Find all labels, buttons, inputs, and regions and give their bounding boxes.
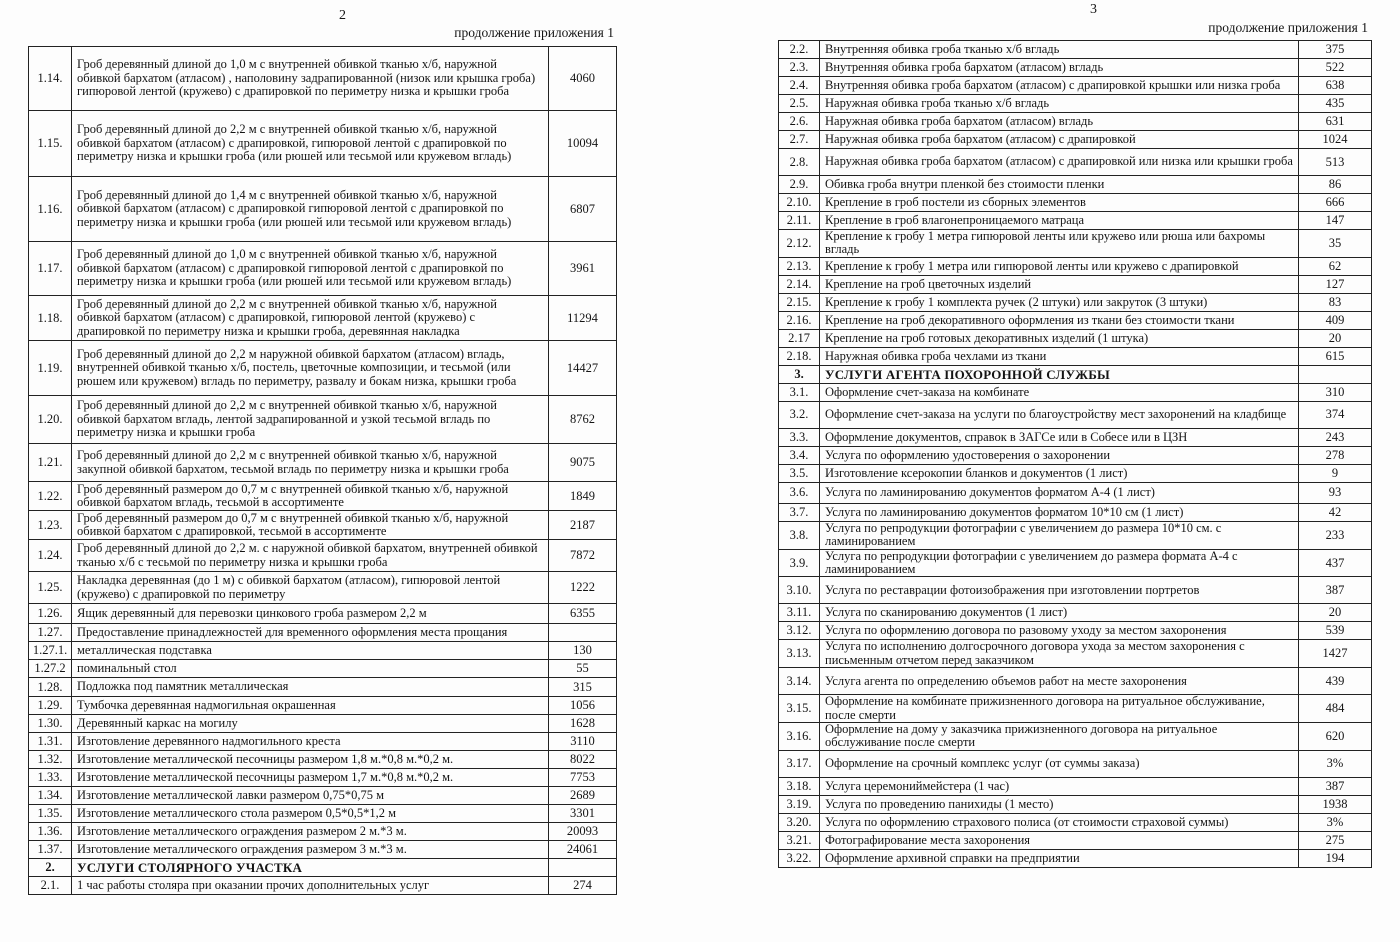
item-price: 387 bbox=[1299, 577, 1372, 604]
item-price: 439 bbox=[1299, 668, 1372, 695]
item-description: 1 час работы столяра при оказании прочих дополнительных услуг bbox=[72, 877, 549, 895]
item-price: 437 bbox=[1299, 549, 1372, 577]
table-row bbox=[29, 177, 617, 242]
table-row bbox=[29, 296, 617, 341]
item-price: 130 bbox=[549, 642, 617, 660]
table-row bbox=[29, 572, 617, 604]
item-number: 3.17. bbox=[779, 750, 820, 777]
item-number: 1.24. bbox=[29, 540, 72, 572]
table-row bbox=[779, 347, 1372, 365]
table-row bbox=[779, 176, 1372, 194]
item-price: 7753 bbox=[549, 769, 617, 787]
item-description: Гроб деревянный длиной до 2,2 м с внутренней обивкой тканью х/б, наружной обивкой бархатом (атласом) с драпировкой, гипюровой лентой (кружево) с драпировкой по периметру низка и крышки гроба, деревянная накладка bbox=[72, 296, 549, 341]
item-price: 484 bbox=[1299, 695, 1372, 723]
item-description: Изготовление металлической песочницы размером 1,7 м.*0,8 м.*0,2 м. bbox=[72, 769, 549, 787]
item-number: 1.21. bbox=[29, 444, 72, 482]
item-description: Гроб деревянный длиной до 2,2 м с внутренней обивкой тканью х/б, наружной обивкой бархатом вгладь, лентой задрапированной и узкой тесьмой вгладь по периметру низка и крышки гроба bbox=[72, 396, 549, 444]
item-price: 243 bbox=[1299, 428, 1372, 446]
table-row bbox=[779, 446, 1372, 464]
page-number: 3 bbox=[1090, 2, 1097, 17]
table-row bbox=[29, 341, 617, 396]
table-row bbox=[779, 549, 1372, 577]
item-description: УСЛУГИ АГЕНТА ПОХОРОННОЙ СЛУЖБЫ bbox=[820, 365, 1299, 383]
item-number: 2.9. bbox=[779, 176, 820, 194]
item-description: металлическая подставка bbox=[72, 642, 549, 660]
item-number: 1.36. bbox=[29, 823, 72, 841]
item-price: 387 bbox=[1299, 777, 1372, 795]
document-page-right bbox=[700, 0, 1400, 942]
item-price: 7872 bbox=[549, 540, 617, 572]
item-description: Внутренняя обивка гроба бархатом (атласом) с драпировкой крышки или низка гроба bbox=[820, 77, 1299, 95]
table-row bbox=[29, 242, 617, 296]
item-description: Услуга по репродукции фотографии с увеличением до размера 10*10 см. с ламинированием bbox=[820, 521, 1299, 549]
item-price: 2689 bbox=[549, 787, 617, 805]
item-number: 1.28. bbox=[29, 678, 72, 697]
item-price: 35 bbox=[1299, 230, 1372, 258]
item-number: 1.31. bbox=[29, 733, 72, 751]
item-description: Крепление к гробу 1 комплекта ручек (2 штуки) или закруток (3 штуки) bbox=[820, 293, 1299, 311]
item-number: 2.5. bbox=[779, 95, 820, 113]
item-description: Услуга церемониймейстера (1 час) bbox=[820, 777, 1299, 795]
table-row bbox=[29, 444, 617, 482]
table-row bbox=[779, 640, 1372, 668]
item-price: 24061 bbox=[549, 841, 617, 859]
item-number: 1.27.2 bbox=[29, 660, 72, 678]
item-description: Изготовление металлического ограждения размером 2 м.*3 м. bbox=[72, 823, 549, 841]
item-description: Крепление к гробу 1 метра или гипюровой ленты или кружево с драпировкой bbox=[820, 257, 1299, 275]
item-number: 1.23. bbox=[29, 511, 72, 540]
item-number: 1.19. bbox=[29, 341, 72, 396]
table-row bbox=[779, 383, 1372, 401]
item-number: 1.27. bbox=[29, 624, 72, 642]
table-row bbox=[29, 660, 617, 678]
item-number: 3.19. bbox=[779, 795, 820, 813]
table-row bbox=[779, 723, 1372, 751]
item-price: 631 bbox=[1299, 113, 1372, 131]
item-price: 55 bbox=[549, 660, 617, 678]
table-row bbox=[779, 329, 1372, 347]
item-description: Услуга по исполнению долгосрочного договора ухода за местом захоронения с письменным отчетом перед заказчиком bbox=[820, 640, 1299, 668]
item-price: 315 bbox=[549, 678, 617, 697]
item-number: 2.7. bbox=[779, 131, 820, 149]
table-row bbox=[779, 795, 1372, 813]
item-price: 6807 bbox=[549, 177, 617, 242]
item-description: Крепление на гроб цветочных изделий bbox=[820, 275, 1299, 293]
table-row bbox=[29, 678, 617, 697]
item-price: 275 bbox=[1299, 831, 1372, 849]
item-number: 3.3. bbox=[779, 428, 820, 446]
item-description: Услуга по ламинированию документов форматом А-4 (1 лист) bbox=[820, 482, 1299, 503]
item-description: Услуга по репродукции фотографии с увеличением до размера формата А-4 с ламинированием bbox=[820, 549, 1299, 577]
item-price bbox=[549, 859, 617, 877]
item-number: 2.10. bbox=[779, 194, 820, 212]
table-row bbox=[779, 113, 1372, 131]
item-description: Оформление на комбинате прижизненного договора на ритуальное обслуживание, после смерти bbox=[820, 695, 1299, 723]
item-price: 3301 bbox=[549, 805, 617, 823]
item-price: 1628 bbox=[549, 715, 617, 733]
table-row bbox=[29, 111, 617, 177]
item-price: 3961 bbox=[549, 242, 617, 296]
item-price: 1849 bbox=[549, 482, 617, 511]
item-description: Изготовление металлического ограждения размером 3 м.*3 м. bbox=[72, 841, 549, 859]
item-description: Внутренняя обивка гроба тканью х/б вгладь bbox=[820, 41, 1299, 59]
table-row bbox=[29, 751, 617, 769]
item-price: 127 bbox=[1299, 275, 1372, 293]
item-description: Гроб деревянный длиной до 1,0 м с внутренней обивкой тканью х/б, наружной обивкой бархатом (атласом) , наполовину задрапированной (низок или крышка гроба) гипюровой лентой (кружево) с драпировкой по периметру низка и крышки гроба bbox=[72, 47, 549, 111]
table-row bbox=[779, 604, 1372, 622]
item-price: 20 bbox=[1299, 329, 1372, 347]
item-description: Изготовление ксерокопии бланков и документов (1 лист) bbox=[820, 464, 1299, 482]
item-price: 409 bbox=[1299, 311, 1372, 329]
item-description: Изготовление металлической песочницы размером 1,8 м.*0,8 м.*0,2 м. bbox=[72, 751, 549, 769]
item-price: 375 bbox=[1299, 41, 1372, 59]
item-number: 3.6. bbox=[779, 482, 820, 503]
table-row bbox=[779, 149, 1372, 176]
item-number: 1.25. bbox=[29, 572, 72, 604]
item-number: 3.11. bbox=[779, 604, 820, 622]
item-description: Гроб деревянный длиной до 1,4 м с внутренней обивкой тканью х/б, наружной обивкой бархатом (атласом) с драпировкой гипюровой лентой с драпировкой по периметру низка и крышки гроба (или рюшей или тесьмой или кружевом вгладь) bbox=[72, 177, 549, 242]
item-number: 1.17. bbox=[29, 242, 72, 296]
item-number: 3.2. bbox=[779, 401, 820, 428]
item-description: Наружная обивка гроба бархатом (атласом) с драпировкой или низка или крышки гроба bbox=[820, 149, 1299, 176]
table-row bbox=[779, 95, 1372, 113]
item-price: 3% bbox=[1299, 813, 1372, 831]
table-row bbox=[779, 293, 1372, 311]
item-description: Внутренняя обивка гроба бархатом (атласом) вгладь bbox=[820, 59, 1299, 77]
item-price: 435 bbox=[1299, 95, 1372, 113]
table-row bbox=[779, 750, 1372, 777]
item-number: 2.2. bbox=[779, 41, 820, 59]
table-row bbox=[779, 59, 1372, 77]
item-price: 1056 bbox=[549, 697, 617, 715]
table-row bbox=[779, 521, 1372, 549]
item-description: Подложка под памятник металлическая bbox=[72, 678, 549, 697]
item-description: Крепление на гроб готовых декоративных изделий (1 штука) bbox=[820, 329, 1299, 347]
item-number: 3.21. bbox=[779, 831, 820, 849]
item-price bbox=[549, 624, 617, 642]
item-description: Изготовление металлической лавки размером 0,75*0,75 м bbox=[72, 787, 549, 805]
item-description: Услуга по проведению панихиды (1 место) bbox=[820, 795, 1299, 813]
item-description: Фотографирование места захоронения bbox=[820, 831, 1299, 849]
item-description: Оформление счет-заказа на услуги по благоустройству мест захоронений на кладбище bbox=[820, 401, 1299, 428]
table-row bbox=[779, 464, 1372, 482]
item-number: 2.13. bbox=[779, 257, 820, 275]
item-price bbox=[1299, 365, 1372, 383]
item-price: 20 bbox=[1299, 604, 1372, 622]
table-row bbox=[29, 604, 617, 624]
item-number: 2.3. bbox=[779, 59, 820, 77]
item-price: 83 bbox=[1299, 293, 1372, 311]
item-number: 3. bbox=[779, 365, 820, 383]
item-description: Оформление архивной справки на предприятии bbox=[820, 849, 1299, 867]
price-table bbox=[28, 46, 617, 895]
item-price: 86 bbox=[1299, 176, 1372, 194]
table-row bbox=[779, 622, 1372, 640]
continuation-note: продолжение приложения 1 bbox=[1208, 20, 1368, 35]
item-number: 1.33. bbox=[29, 769, 72, 787]
item-description: Гроб деревянный длиной до 1,0 м с внутренней обивкой тканью х/б, наружной обивкой бархатом (атласом) с драпировкой гипюровой лентой с драпировкой по периметру низка и крышки гроба (или рюшей или тесьмой или кружевом вгладь) bbox=[72, 242, 549, 296]
item-price: 3110 bbox=[549, 733, 617, 751]
item-number: 2.6. bbox=[779, 113, 820, 131]
item-price: 2187 bbox=[549, 511, 617, 540]
item-description: Оформление документов, справок в ЗАГСе или в Собесе или в ЦЗН bbox=[820, 428, 1299, 446]
item-price: 9 bbox=[1299, 464, 1372, 482]
item-price: 233 bbox=[1299, 521, 1372, 549]
item-number: 1.34. bbox=[29, 787, 72, 805]
item-description: Гроб деревянный размером до 0,7 м с внутренней обивкой тканью х/б, наружной обивкой бархатом вгладь, тесьмой в ассортименте bbox=[72, 482, 549, 511]
item-price: 1427 bbox=[1299, 640, 1372, 668]
table-row bbox=[29, 787, 617, 805]
item-number: 1.18. bbox=[29, 296, 72, 341]
item-price: 8022 bbox=[549, 751, 617, 769]
item-description: Услуга по ламинированию документов форматом 10*10 см (1 лист) bbox=[820, 503, 1299, 521]
table-row bbox=[779, 503, 1372, 521]
item-price: 666 bbox=[1299, 194, 1372, 212]
table-row bbox=[779, 212, 1372, 230]
item-description: Накладка деревянная (до 1 м) с обивкой бархатом (атласом), гипюровой лентой (кружево) с драпировкой по периметру bbox=[72, 572, 549, 604]
item-number: 2.8. bbox=[779, 149, 820, 176]
item-price: 4060 bbox=[549, 47, 617, 111]
item-price: 1024 bbox=[1299, 131, 1372, 149]
continuation-note: продолжение приложения 1 bbox=[454, 25, 614, 40]
item-number: 2.12. bbox=[779, 230, 820, 258]
table-row bbox=[29, 715, 617, 733]
item-number: 2.18. bbox=[779, 347, 820, 365]
table-row bbox=[779, 257, 1372, 275]
table-row bbox=[29, 540, 617, 572]
item-price: 1938 bbox=[1299, 795, 1372, 813]
item-number: 1.15. bbox=[29, 111, 72, 177]
item-description: Оформление на дому у заказчика прижизненного договора на ритуальное обслуживание после смерти bbox=[820, 723, 1299, 751]
item-number: 3.18. bbox=[779, 777, 820, 795]
item-number: 1.27.1. bbox=[29, 642, 72, 660]
item-number: 3.12. bbox=[779, 622, 820, 640]
item-number: 1.20. bbox=[29, 396, 72, 444]
price-table bbox=[778, 40, 1372, 868]
item-price: 513 bbox=[1299, 149, 1372, 176]
item-description: Услуга агента по определению объемов работ на месте захоронения bbox=[820, 668, 1299, 695]
table-row bbox=[29, 805, 617, 823]
item-price: 3% bbox=[1299, 750, 1372, 777]
item-number: 3.5. bbox=[779, 464, 820, 482]
item-price: 8762 bbox=[549, 396, 617, 444]
item-number: 1.37. bbox=[29, 841, 72, 859]
section-row bbox=[29, 859, 617, 877]
item-price: 62 bbox=[1299, 257, 1372, 275]
item-number: 3.22. bbox=[779, 849, 820, 867]
item-description: Предоставление принадлежностей для временного оформления места прощания bbox=[72, 624, 549, 642]
item-price: 539 bbox=[1299, 622, 1372, 640]
table-row bbox=[29, 642, 617, 660]
table-row bbox=[29, 823, 617, 841]
item-number: 3.10. bbox=[779, 577, 820, 604]
item-description: Гроб деревянный размером до 0,7 м с внутренней обивкой тканью х/б, наружной обивкой бархатом с драпировкой, тесьмой в ассортименте bbox=[72, 511, 549, 540]
item-number: 3.9. bbox=[779, 549, 820, 577]
table-row bbox=[779, 831, 1372, 849]
item-number: 1.22. bbox=[29, 482, 72, 511]
table-row bbox=[779, 577, 1372, 604]
item-number: 3.8. bbox=[779, 521, 820, 549]
table-row bbox=[29, 511, 617, 540]
table-row bbox=[779, 849, 1372, 867]
item-description: Изготовление деревянного надмогильного креста bbox=[72, 733, 549, 751]
item-number: 1.14. bbox=[29, 47, 72, 111]
item-price: 620 bbox=[1299, 723, 1372, 751]
item-description: Услуга по оформлению удостоверения о захоронении bbox=[820, 446, 1299, 464]
item-description: Наружная обивка гроба бархатом (атласом) с драпировкой bbox=[820, 131, 1299, 149]
item-number: 1.16. bbox=[29, 177, 72, 242]
item-price: 310 bbox=[1299, 383, 1372, 401]
item-price: 1222 bbox=[549, 572, 617, 604]
item-number: 1.30. bbox=[29, 715, 72, 733]
item-number: 2. bbox=[29, 859, 72, 877]
table-row bbox=[29, 877, 617, 895]
item-number: 3.15. bbox=[779, 695, 820, 723]
item-description: Гроб деревянный длиной до 2,2 м с внутренней обивкой тканью х/б, наружной обивкой бархатом (атласом) с драпировкой, гипюровой лентой с драпировкой по периметру низка и крышки гроба (или рюшей или тесьмой или кружевом вгладь) bbox=[72, 111, 549, 177]
item-number: 1.35. bbox=[29, 805, 72, 823]
item-description: Ящик деревянный для перевозки цинкового гроба размером 2,2 м bbox=[72, 604, 549, 624]
item-description: Гроб деревянный длиной до 2,2 м наружной обивкой бархатом (атласом) вгладь, внутренней обивкой тканью х/б, постель, цветочные композиции, и тесьмой (или рюшем или кружевом) вгладь по периметру, развалу и бокам низка, крышки гроба bbox=[72, 341, 549, 396]
table-row bbox=[29, 733, 617, 751]
item-description: Оформление счет-заказа на комбинате bbox=[820, 383, 1299, 401]
item-description: Услуга по оформлению страхового полиса (от стоимости страховой суммы) bbox=[820, 813, 1299, 831]
section-row bbox=[779, 365, 1372, 383]
item-price: 522 bbox=[1299, 59, 1372, 77]
item-description: Изготовление металлического стола размером 0,5*0,5*1,2 м bbox=[72, 805, 549, 823]
item-description: Крепление к гробу 1 метра гипюровой ленты или кружево или рюша или бахромы вгладь bbox=[820, 230, 1299, 258]
table-row bbox=[779, 194, 1372, 212]
table-row bbox=[29, 47, 617, 111]
item-price: 20093 bbox=[549, 823, 617, 841]
item-price: 278 bbox=[1299, 446, 1372, 464]
item-description: Наружная обивка гроба бархатом (атласом) вгладь bbox=[820, 113, 1299, 131]
item-number: 2.14. bbox=[779, 275, 820, 293]
item-description: Гроб деревянный длиной до 2,2 м с внутренней обивкой тканью х/б, наружной закупной обивкой бархатом, тесьмой вгладь по периметру низка и крышки гроба bbox=[72, 444, 549, 482]
item-price: 6355 bbox=[549, 604, 617, 624]
item-number: 3.4. bbox=[779, 446, 820, 464]
page-number: 2 bbox=[339, 8, 346, 23]
price-table-body bbox=[779, 41, 1372, 868]
table-row bbox=[779, 275, 1372, 293]
item-description: Обивка гроба внутри пленкой без стоимости пленки bbox=[820, 176, 1299, 194]
item-description: Услуга по оформлению договора по разовому уходу за местом захоронения bbox=[820, 622, 1299, 640]
item-price: 638 bbox=[1299, 77, 1372, 95]
table-row bbox=[29, 697, 617, 715]
item-number: 3.13. bbox=[779, 640, 820, 668]
table-row bbox=[779, 482, 1372, 503]
table-row bbox=[779, 777, 1372, 795]
item-price: 11294 bbox=[549, 296, 617, 341]
item-description: Наружная обивка гроба тканью х/б вгладь bbox=[820, 95, 1299, 113]
table-row bbox=[779, 230, 1372, 258]
item-number: 1.26. bbox=[29, 604, 72, 624]
item-price: 147 bbox=[1299, 212, 1372, 230]
table-row bbox=[779, 813, 1372, 831]
item-number: 3.1. bbox=[779, 383, 820, 401]
item-price: 374 bbox=[1299, 401, 1372, 428]
item-description: Наружная обивка гроба чехлами из ткани bbox=[820, 347, 1299, 365]
item-description: Тумбочка деревянная надмогильная окрашенная bbox=[72, 697, 549, 715]
table-row bbox=[779, 131, 1372, 149]
item-number: 1.32. bbox=[29, 751, 72, 769]
item-price: 9075 bbox=[549, 444, 617, 482]
table-row bbox=[779, 41, 1372, 59]
item-number: 2.1. bbox=[29, 877, 72, 895]
item-number: 3.20. bbox=[779, 813, 820, 831]
table-row bbox=[779, 311, 1372, 329]
item-description: Деревянный каркас на могилу bbox=[72, 715, 549, 733]
item-price: 10094 bbox=[549, 111, 617, 177]
item-description: Услуга по сканированию документов (1 лист) bbox=[820, 604, 1299, 622]
table-row bbox=[29, 482, 617, 511]
item-number: 2.17 bbox=[779, 329, 820, 347]
table-row bbox=[779, 428, 1372, 446]
item-description: Крепление в гроб постели из сборных элементов bbox=[820, 194, 1299, 212]
item-price: 42 bbox=[1299, 503, 1372, 521]
item-description: Услуга по реставрации фотоизображения при изготовлении портретов bbox=[820, 577, 1299, 604]
item-price: 93 bbox=[1299, 482, 1372, 503]
item-price: 274 bbox=[549, 877, 617, 895]
item-number: 1.29. bbox=[29, 697, 72, 715]
item-number: 2.4. bbox=[779, 77, 820, 95]
item-number: 3.14. bbox=[779, 668, 820, 695]
item-price: 615 bbox=[1299, 347, 1372, 365]
item-number: 2.16. bbox=[779, 311, 820, 329]
item-number: 2.11. bbox=[779, 212, 820, 230]
price-table-body bbox=[29, 47, 617, 895]
table-row bbox=[779, 401, 1372, 428]
item-description: УСЛУГИ СТОЛЯРНОГО УЧАСТКА bbox=[72, 859, 549, 877]
table-row bbox=[29, 624, 617, 642]
table-row bbox=[779, 77, 1372, 95]
item-description: Крепление на гроб декоративного оформления из ткани без стоимости ткани bbox=[820, 311, 1299, 329]
item-number: 3.7. bbox=[779, 503, 820, 521]
item-description: Оформление на срочный комплекс услуг (от суммы заказа) bbox=[820, 750, 1299, 777]
item-price: 14427 bbox=[549, 341, 617, 396]
table-row bbox=[779, 695, 1372, 723]
item-price: 194 bbox=[1299, 849, 1372, 867]
item-description: поминальный стол bbox=[72, 660, 549, 678]
item-number: 2.15. bbox=[779, 293, 820, 311]
item-number: 3.16. bbox=[779, 723, 820, 751]
table-row bbox=[29, 841, 617, 859]
table-row bbox=[29, 769, 617, 787]
table-row bbox=[29, 396, 617, 444]
item-description: Крепление в гроб влагонепроницаемого матраца bbox=[820, 212, 1299, 230]
table-row bbox=[779, 668, 1372, 695]
item-description: Гроб деревянный длиной до 2,2 м. с наружной обивкой бархатом, внутренней обивкой тканью х/б с тесьмой по периметру низка и крышки гроба bbox=[72, 540, 549, 572]
